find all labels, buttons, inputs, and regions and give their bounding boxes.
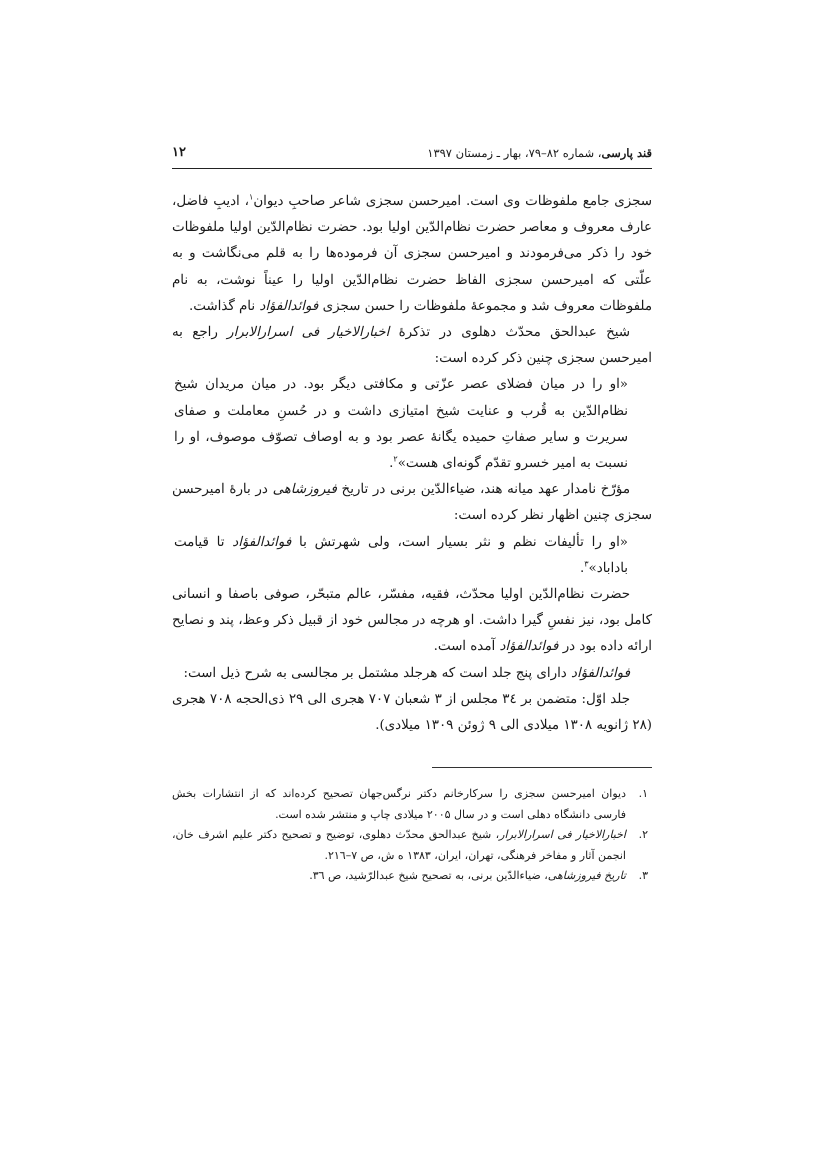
footnote-ref-1[interactable]: ۱	[249, 192, 254, 202]
footnote-ref-3[interactable]: ۳	[584, 559, 589, 569]
block-quote-1: «او را در میان فضلای عصر عزّتی و مکافتی دیگر بود. در میان مریدان شیخ نظام‌الدّین به قُرب و عنایت شیخ امتیازی داشت و در حُسنِ معاملت و صفای سریرت و سایر صفاتِ حمیده یگانۀ عصر بود و به اوصاف تصوّف موصوف، او را نسبت به امیر خسرو تقدّم گونه‌ای هست»$^۲$.	[174, 377, 628, 472]
paragraph-3: مؤرّخ نامدار عهد میانه هند، ضیاءالدّین برنی در تاریخ فیروزشاهی در بارۀ امیرحسن سجزی چنین اظهار نظر کرده است:	[172, 482, 652, 524]
footnotes	[172, 784, 652, 887]
footnote-1: ۱. دیوان امیرحسن سجزی را سرکارخانم دکتر نرگس‌جهان تصحیح کرده‌اند که از انتشارات بخش فارسی دانشگاه دهلی است و در سال ۲۰۰۵ میلادی چاپ و منتشر شده است.	[172, 784, 652, 825]
footnote-3: ۳. تاریخ فیروزشاهی، ضیاءالدّین برنی، به تصحیح شیخ عبدالرّشید، ص ۳٦.	[172, 866, 652, 887]
paragraph-6: جلد اوّل: متضمن بر ۳٤ مجلس از ۳ شعبان ۷۰۷ هجری الی ۲۹ ذی‌الحجه ۷۰۸ هجری (۲۸ ژانویه ۱۳۰۸ میلادی الی ۹ ژوئن ۱۳۰۹ میلادی).	[172, 691, 652, 734]
running-header	[172, 143, 652, 165]
journal-citation	[427, 143, 652, 163]
footnote-2: ۲. اخبارالاخیار فی اسرارالابرار، شیخ عبدالحق محدّث دهلوی، توضیح و تصحیح دکتر علیم اشرف خان، انجمن آثار و مفاخر فرهنگی، تهران، ایران، ۱۳۸۳ ه ش، ص ۷–۲۱٦.	[172, 825, 652, 866]
paragraph-1: سجزی جامع ملفوظات وی است. امیرحسن سجزی شاعر صاحبِ دیوان$^۱$، ادیبِ فاضل، عارف معروف و معاصر حضرت نظام‌الدّین اولیا بود. حضرت نظام‌الدّین اولیا ملفوظات خود را ذکر می‌فرمودند و امیرحسن سجزی آن فرموده‌ها را به قلم می‌نگاشت و به علّتی که امیرحسن سجزی الفاظ حضرت نظام‌الدّین اولیا را عیناً نوشت، به نام ملفوظات معروف شد و مجموعۀ ملفوظات را حسن سجزی فوائدالفؤاد نام گذاشت.	[172, 192, 652, 314]
footnote-separator	[432, 767, 652, 768]
journal-title: قند پارسی	[601, 146, 652, 160]
body-text	[172, 189, 652, 739]
issue-info: ، شماره ۸۲–۷۹، بهار ـ زمستان ۱۳۹۷	[427, 146, 602, 160]
block-quote-2: «او را تألیفات نظم و نثر بسیار است، ولی شهرتش با فوائدالفؤاد تا قیامت بادا‌باد»$^۳$.	[174, 534, 628, 576]
footnote-number: ۳.	[638, 869, 648, 882]
footnote-ref-2[interactable]: ۲	[393, 454, 398, 464]
header-rule	[172, 168, 652, 169]
footnote-number: ۲.	[638, 828, 648, 841]
paragraph-4: حضرت نظام‌الدّین اولیا محدّث، فقیه، مفسّر، عالم متبحّر، صوفی باصفا و انسانی کامل بود، نیز نفسِ گیرا داشت. او هرچه در مجالس خود از قبیل ذکر وعظ، پند و نصایح ارائه داده بود در فوائدالفؤاد آمده است.	[172, 587, 652, 655]
page-number: ۱۲	[172, 145, 186, 160]
paragraph-2: شیخ عبدالحق محدّث دهلوی در تذکرۀ اخبارالاخیار فی اسرارالابرار راجع به امیرحسن سجزی چنین ذکر کرده است:	[172, 325, 652, 367]
footnote-number: ۱.	[638, 787, 648, 800]
paragraph-5: فوائدالفؤاد دارای پنج جلد است که هرجلد مشتمل بر مجالسی به شرح ذیل است:	[183, 665, 630, 681]
